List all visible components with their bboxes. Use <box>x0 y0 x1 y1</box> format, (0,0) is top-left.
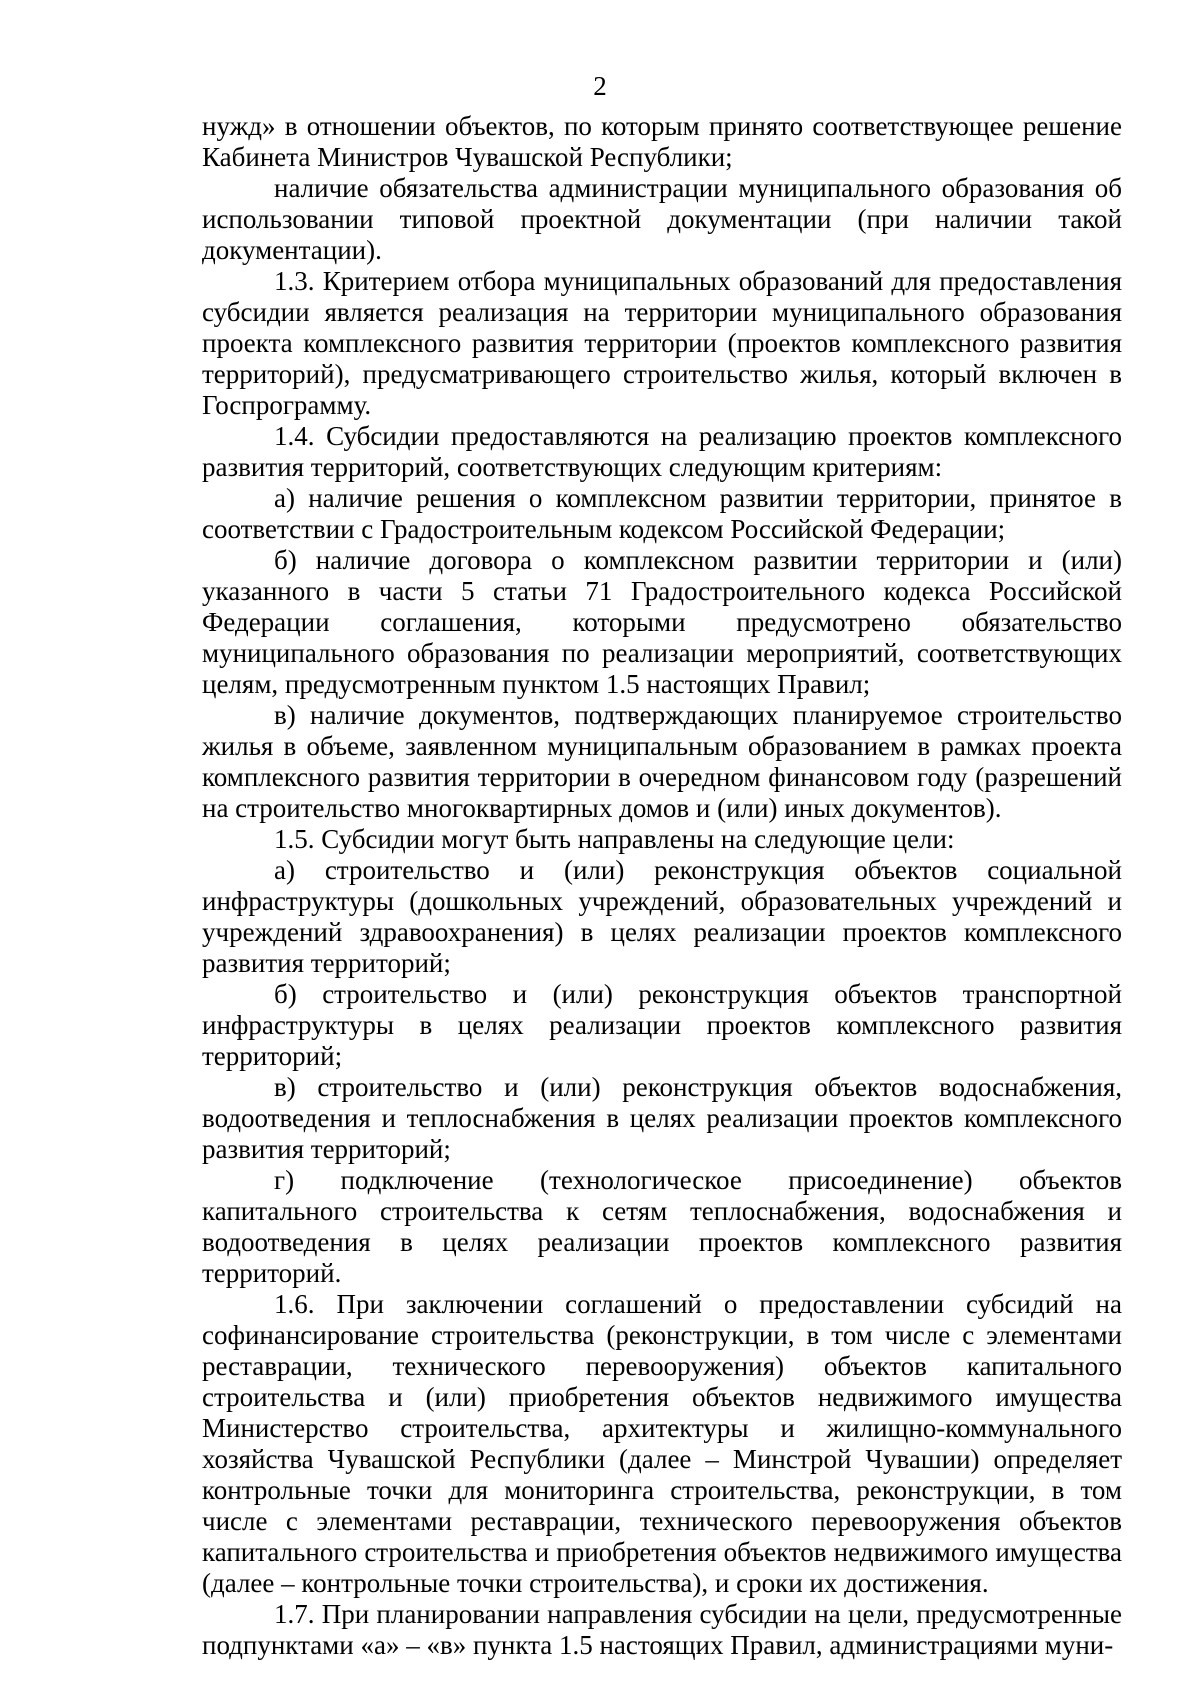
paragraph-1-5-g: г) подключение (технологическое присоединение) объектов капитального строительства к сетям теплоснабжения, водоснабжения и водоотведения в целях реализации проектов комплексного развития территорий. <box>202 1165 1122 1288</box>
paragraph-1-3: 1.3. Критерием отбора муниципальных образований для предоставления субсидии является реализация на территории муниципального образования проекта комплексного развития территории (проектов комплексного развития территорий), предусматривающего строительство жилья, который включен в Госпрограмму. <box>202 266 1122 420</box>
paragraph-1-4: 1.4. Субсидии предоставляются на реализацию проектов комплексного развития территорий, соответствующих следующим критериям: <box>202 421 1122 482</box>
page-number: 2 <box>593 71 607 101</box>
paragraph-continuation: нужд» в отношении объектов, по которым принято соответствующее решение Кабинета Министров Чувашской Республики; <box>202 111 1122 172</box>
paragraph-1-7: 1.7. При планировании направления субсидии на цели, предусмотренные подпунктами «а» – «в» пункта 1.5 настоящих Правил, администрациями муни- <box>202 1599 1122 1660</box>
paragraph-1-4-v: в) наличие документов, подтверждающих планируемое строительство жилья в объеме, заявленном муниципальным образованием в рамках проекта комплексного развития территории в очередном финансовом году (разрешений на строительство многоквартирных домов и (или) иных документов). <box>202 700 1122 823</box>
paragraph-1-5-b: б) строительство и (или) реконструкция объектов транспортной инфраструктуры в целях реализации проектов комплексного развития территорий; <box>202 979 1122 1071</box>
paragraph-typical-documentation: наличие обязательства администрации муниципального образования об использовании типовой проектной документации (при наличии такой документации). <box>202 173 1122 265</box>
document-body <box>202 111 1122 1661</box>
paragraph-1-5-a: а) строительство и (или) реконструкция объектов социальной инфраструктуры (дошкольных учреждений, образовательных учреждений и учреждений здравоохранения) в целях реализации проектов комплексного развития территорий; <box>202 855 1122 978</box>
paragraph-1-4-b: б) наличие договора о комплексном развитии территории и (или) указанного в части 5 статьи 71 Градостроительного кодекса Российской Федерации соглашения, которыми предусмотрено обязательство муниципального образования по реализации мероприятий, соответствующих целям, предусмотренным пунктом 1.5 настоящих Правил; <box>202 545 1122 699</box>
paragraph-1-6: 1.6. При заключении соглашений о предоставлении субсидий на софинансирование строительства (реконструкции, в том числе с элементами реставрации, технического перевооружения) объектов капитального строительства и (или) приобретения объектов недвижимого имущества Министерство строительства, архитектуры и жилищно-коммунального хозяйства Чувашской Республики (далее – Минстрой Чувашии) определяет контрольные точки для мониторинга строительства, реконструкции, в том числе с элементами реставрации, технического перевооружения объектов капитального строительства и приобретения объектов недвижимого имущества (далее – контрольные точки строительства), и сроки их достижения. <box>202 1289 1122 1598</box>
paragraph-1-5-v: в) строительство и (или) реконструкция объектов водоснабжения, водоотведения и теплоснабжения в целях реализации проектов комплексного развития территорий; <box>202 1072 1122 1164</box>
paragraph-1-5: 1.5. Субсидии могут быть направлены на следующие цели: <box>274 824 955 854</box>
paragraph-1-4-a: а) наличие решения о комплексном развитии территории, принятое в соответствии с Градостроительным кодексом Российской Федерации; <box>202 483 1122 544</box>
